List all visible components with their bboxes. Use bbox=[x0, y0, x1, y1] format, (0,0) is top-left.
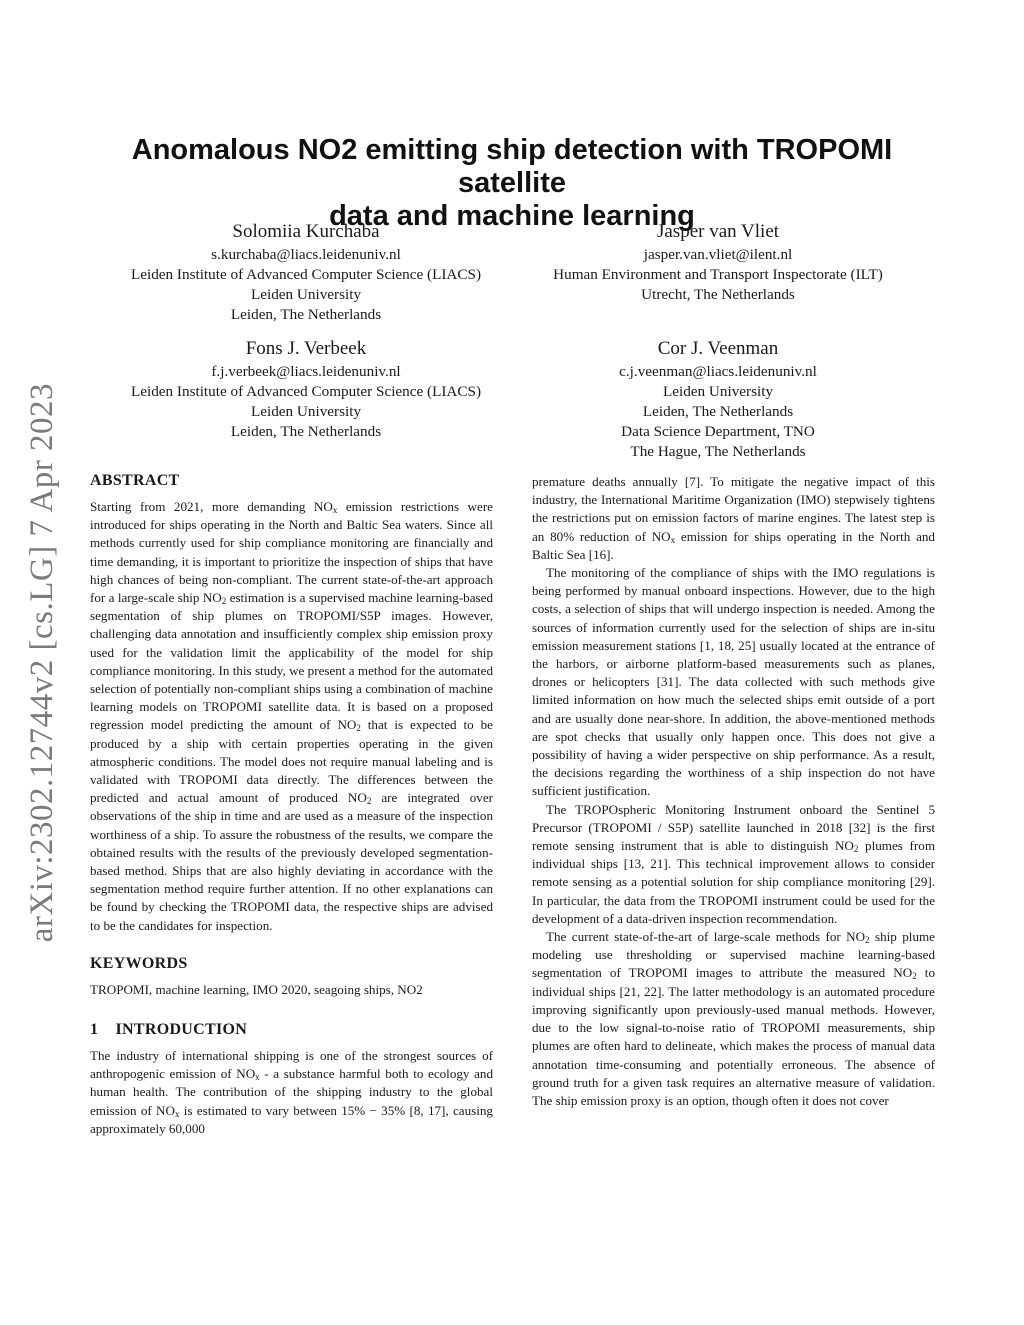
introduction-heading: 1 INTRODUCTION bbox=[90, 1021, 248, 1039]
author-name: Fons J. Verbeek bbox=[245, 338, 367, 359]
author-affiliation: Leiden University bbox=[662, 383, 774, 400]
author-email: c.j.veenman@liacs.leidenuniv.nl bbox=[619, 363, 817, 380]
author-name: Cor J. Veenman bbox=[657, 338, 779, 359]
author-name: Solomiia Kurchaba bbox=[232, 221, 380, 242]
intro-paragraph: premature deaths annually [7]. To mitigate the negative impact of this industry, the International Maritime Organization (IMO) stepwisely tightens the restrictions put on emission factors of marine engines. The latest step is an 80% reduction of $NO_x$ emission for ships operating in the North and Baltic Sea [16]. bbox=[532, 474, 935, 562]
author-location: Leiden, The Netherlands bbox=[230, 423, 382, 440]
author-location: The Hague, The Netherlands bbox=[630, 443, 806, 460]
author-affiliation: Human Environment and Transport Inspectorate (ILT) bbox=[553, 266, 883, 283]
intro-paragraph: The TROPOspheric Monitoring Instrument onboard the Sentinel 5 Precursor (TROPOMI / S5P) satellite launched in 2018 [32] is the first remote sensing instrument that is able to distinguish $NO_2$ plumes from individual ships [13, 21]. This technical improvement allows to consider remote sensing as a potential solution for ship compliance monitoring [29]. In particular, the data from the TROPOMI instrument could be used for the development of a data-driven inspection recommendation. bbox=[532, 801, 936, 926]
abstract-text: Starting from 2021, more demanding $NO_x$ emission restrictions were introduced for ships operating in the North and Baltic Sea waters. Since all methods currently used for ship compliance monitoring are financially and time demanding, it is important to prioritize the inspection of ships that have high chances of being non-compliant. The current state-of-the-art approach for a large-scale ship $NO_2$ estimation is a supervised machine learning-based segmentation of ship plumes on TROPOMI/S5P images. However, challenging data annotation and insufficiently complex ship emission proxy used for the validation limit the applicability of the model for ship compliance monitoring. In this study, we present a method for the automated selection of potentially non-compliant ships using a combination of machine learning models on TROPOMI satellite data. It is based on a proposed regression model predicting the amount of $NO_2$ that is expected to be produced by a ship with certain properties operating in the given atmospheric conditions. The model does not require manual labeling and is validated with TROPOMI data directly. The differences between the predicted and actual amount of produced $NO_2$ are integrated over observations of the ship in time and are used as a measure of the inspection worthiness of a ship. To assure the robustness of the results, we compare the obtained results with the results of the previously developed segmentation-based method. Ships that are also highly deviating in accordance with the segmentation method require further attention. If no other explanations can be found by checking the TROPOMI data, the respective ships are advised to be the candidates for inspection. bbox=[90, 499, 493, 933]
author-affiliation: Leiden University bbox=[250, 286, 362, 303]
author-block-verbeek bbox=[96, 336, 516, 442]
author-location: Utrecht, The Netherlands bbox=[641, 286, 795, 303]
author-affiliation: Data Science Department, TNO bbox=[621, 423, 815, 440]
author-block-veenman bbox=[508, 336, 928, 462]
author-affiliation: Leiden Institute of Advanced Computer Science (LIACS) bbox=[130, 383, 482, 400]
author-email: jasper.van.vliet@ilent.nl bbox=[643, 246, 793, 263]
arxiv-id-text: arXiv:2302.12744v2 [cs.LG] 7 Apr 2023 bbox=[23, 383, 60, 943]
keywords-text: TROPOMI, machine learning, IMO 2020, seagoing ships, NO2 bbox=[90, 981, 423, 997]
author-email: s.kurchaba@liacs.leidenuniv.nl bbox=[211, 246, 401, 263]
left-column bbox=[90, 470, 493, 1138]
title-line-2: data and machine learning bbox=[329, 200, 695, 232]
author-location: Leiden, The Netherlands bbox=[230, 306, 382, 323]
author-block-van-vliet bbox=[508, 219, 928, 305]
intro-paragraph: The current state-of-the-art of large-scale methods for $NO_2$ ship plume modeling use thresholding or supervised machine learning-based segmentation of TROPOMI images to attribute the measured $NO_2$ to individual ships [21, 22]. The latter methodology is an automated procedure improving significantly upon previously-used manual methods. However, due to the low signal-to-noise ratio of TROPOMI measurements, ship plumes are often hard to delineate, which makes the process of manual data annotation time-consuming and potentially erroneous. The absence of ground truth for a given task requires an alternative measure of validation. The ship emission proxy is an option, though often it does not cover bbox=[532, 929, 935, 1108]
author-email: f.j.verbeek@liacs.leidenuniv.nl bbox=[211, 363, 401, 380]
arxiv-identifier bbox=[20, 366, 64, 960]
author-location: Leiden, The Netherlands bbox=[642, 403, 794, 420]
author-affiliation: Leiden Institute of Advanced Computer Science (LIACS) bbox=[130, 266, 482, 283]
author-name: Jasper van Vliet bbox=[656, 221, 780, 242]
right-column bbox=[532, 473, 935, 1110]
title-line-1: Anomalous NO2 emitting ship detection with TROPOMI satellite bbox=[131, 134, 893, 199]
author-affiliation: Leiden University bbox=[250, 403, 362, 420]
author-block-kurchaba bbox=[96, 219, 516, 325]
abstract-heading: ABSTRACT bbox=[90, 472, 180, 489]
intro-paragraph: The monitoring of the compliance of ships with the IMO regulations is being performed by manual onboard inspections. However, due to the high costs, a selection of ships that will undergo inspection is needed. Among the sources of information currently used for the selection of ships are in-situ emission measurement stations [1, 18, 25] usually located at the entrance of the harbors, or airborne platform-based measurements such as planes, drones or helicopters [31]. The data collected with such methods give limited information on how much the selected ships emit outside of a port and are usually done near-shore. In addition, the above-mentioned methods are spot checks that usually only happen once. This does not give a possibility of having a wider perspective on ship performance. As a result, the decisions regarding the worthiness of a ship inspection do not have sufficient justification. bbox=[532, 565, 935, 799]
intro-paragraph: The industry of international shipping is one of the strongest sources of anthropogenic emission of $NO_x$ - a substance harmful both to ecology and human health. The contribution of the shipping industry to the global emission of $NO_x$ is estimated to vary between 15% − 35% [8, 17], causing approximately 60,000 bbox=[90, 1048, 493, 1136]
keywords-heading: KEYWORDS bbox=[90, 954, 188, 972]
